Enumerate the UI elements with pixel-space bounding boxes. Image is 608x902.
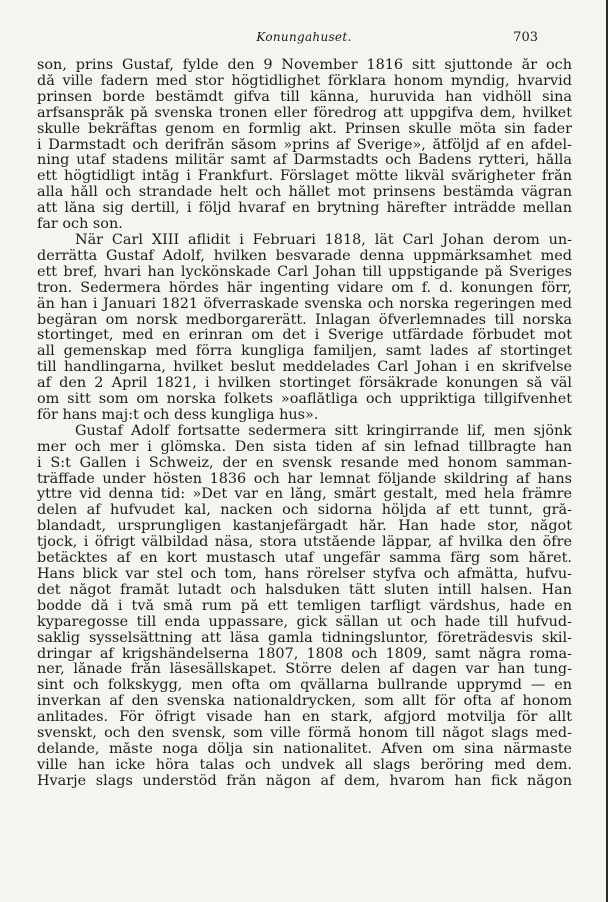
text-line: yttre vid denna tid: »Det var en lång, smärt gestalt, med hela främre [37, 487, 572, 503]
text-line: all gemenskap med förra kungliga familjen, samt lades af stortinget [37, 344, 572, 360]
text-line: saklig sysselsättning att läsa gamla tidningsluntor, företrädesvis skil- [37, 630, 572, 646]
text-line: Hvarje slags understöd från någon af dem, hvarom han fick någon [37, 773, 572, 789]
page-header [0, 30, 608, 50]
text-line: ner, lånade från läsesällskapet. Större delen af dagen var han tung- [37, 662, 572, 678]
text-line: af den 2 April 1821, i hvilken stortinget försäkrade konungen så väl [37, 376, 572, 392]
text-line: derrätta Gustaf Adolf, hvilken besvarade denna uppmärksamhet med [37, 248, 572, 264]
text-line: bodde då i två små rum på ett temligen tarfligt värdshus, hade en [37, 598, 572, 614]
text-line: delen af hufvudet kal, nacken och sidorna höljda af ett tunnt, grå- [37, 503, 572, 519]
text-line: träffade under hösten 1836 och har lemnat följande skildring af hans [37, 471, 572, 487]
text-line: Hans blick var stel och tom, hans rörelser styfva och afmätta, hufvu- [37, 567, 572, 582]
running-title: Konungahuset. [256, 30, 352, 44]
text-line: anlitades. För öfrigt visade han en stark, afgjord motvilja för allt [37, 710, 572, 726]
text-line: blandadt, ursprungligen kastanjefärgadt hår. Han hade stor, något [37, 519, 572, 535]
text-line: prinsen borde bestämdt gifva till känna, huruvida han vidhöll sina [37, 89, 572, 105]
text-line: far och son. [37, 217, 123, 233]
text-line: tjock, i öfrigt välbildad näsa, stora utstående läppar, af hvilka den öfre [37, 535, 572, 551]
text-line: dringar af krigshändelserna 1807, 1808 och 1809, samt några roma- [37, 646, 572, 662]
body-text [37, 58, 572, 790]
text-line: kyparegosse till enda uppassare, gick sällan ut och hade till hufvud- [37, 614, 572, 630]
text-line: i S:t Gallen i Schweiz, der en svensk resande med honom samman- [37, 455, 572, 471]
text-line: sint och folkskygg, men ofta om qvällarna bullrande upprymd — en [37, 678, 572, 694]
text-line: det något framåt lutadt och halsduken tätt sluten intill halsen. Han [37, 582, 572, 598]
text-line: svenskt, och den svensk, som ville förmå honom till något slags med- [37, 726, 572, 742]
text-line: Gustaf Adolf fortsatte sedermera sitt kringirrande lif, men sjönk [75, 423, 572, 439]
text-line: inverkan af den svenska nationaldrycken, som allt för ofta af honom [37, 694, 572, 710]
text-line: När Carl XIII aflidit i Februari 1818, lät Carl Johan derom un- [75, 232, 572, 248]
text-line: att låna sig dertill, i följd hvaraf en brytning härefter inträdde mellan [37, 201, 572, 217]
text-line: stortinget, med en erinran om det i Sverige utfärdade förbudet mot [37, 328, 572, 344]
text-line: till handlingarna, hvilket beslut meddelades Carl Johan i en skrifvelse [37, 360, 572, 376]
text-line: mer och mer i glömska. Den sista tiden af sin lefnad tillbragte han [37, 439, 572, 455]
text-line: delande, måste noga dölja sin nationalitet. Äfven om sina närmaste [37, 741, 572, 757]
text-line: skulle bekräftas genom en formlig akt. Prinsen skulle möta sin fader [37, 121, 572, 137]
text-line: alla håll och strandade helt och hållet mot prinsens bestämda vägran [37, 185, 572, 201]
text-line: ville han icke höra talas och undvek all slags beröring med dem. [37, 757, 572, 773]
text-line: i Darmstadt och derifrån såsom »prins af Sverige», åtföljd af en afdel- [37, 137, 572, 153]
text-line: ett bref, hvari han lyckönskade Carl Johan till uppstigande på Sveriges [37, 264, 572, 280]
text-line: son, prins Gustaf, fylde den 9 November 1816 sitt sjuttonde år och [37, 58, 572, 73]
text-line: för hans maj:t och dess kungliga hus». [37, 407, 319, 423]
text-line: om sitt som om norska folkets »oaflåtliga och uppriktiga tillgifvenhet [37, 392, 572, 408]
text-line: än han i Januari 1821 öfverraskade svenska och norska regeringen med [37, 296, 572, 312]
text-line: begäran om norsk medborgarerätt. Inlagan öfverlemnades till norska [37, 312, 572, 328]
text-line: tron. Sedermera hördes här ingenting vidare om f. d. konungen förr, [37, 280, 572, 296]
text-line: ning utaf stadens militär samt af Darmstadts och Badens rytteri, hålla [37, 153, 572, 169]
text-line: arfsanspråk på svenska tronen eller föredrog att uppgifva dem, hvilket [37, 105, 572, 121]
text-line: betäcktes af en kort mustasch utaf ungefär samma färg som håret. [37, 551, 572, 567]
page-number: 703 [513, 30, 538, 45]
text-line: ett högtidligt intåg i Frankfurt. Förslaget mötte likväl svårigheter från [37, 169, 572, 185]
text-line: då ville fadern med stor högtidlighet förklara honom myndig, hvarvid [37, 73, 572, 89]
